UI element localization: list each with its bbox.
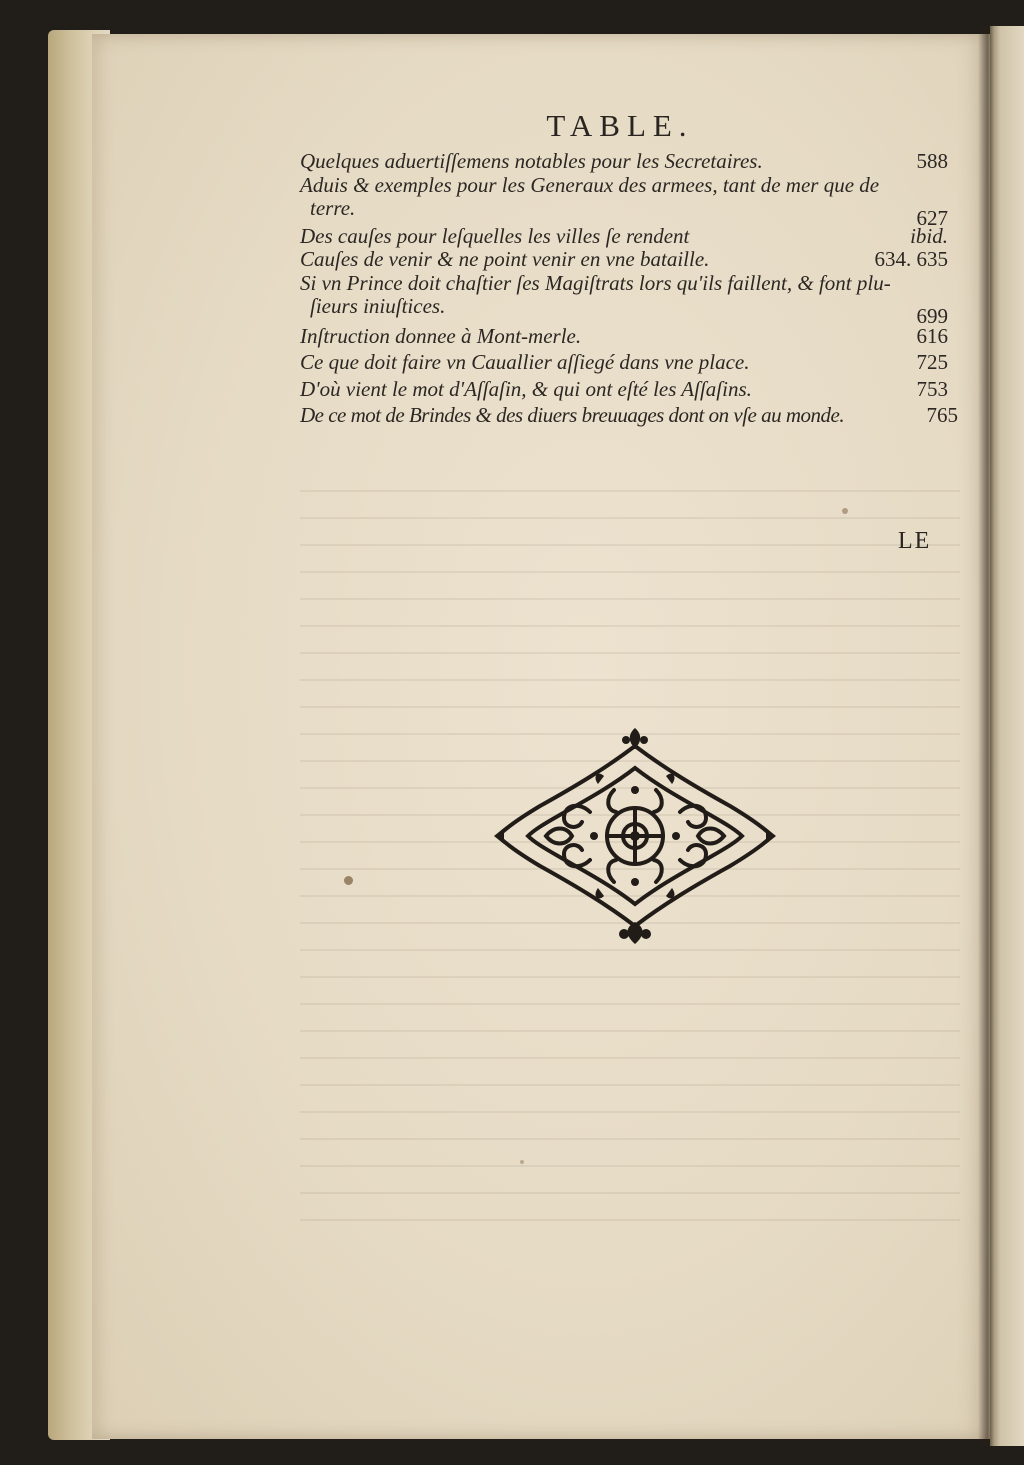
paper-stain: [842, 508, 848, 514]
entry-page-number: 725: [916, 350, 948, 374]
entry-text: Ce que doit faire vn Cauallier aſſiegé dans vne place.: [300, 350, 750, 374]
table-entry: [300, 378, 952, 402]
entry-page-number: 753: [916, 376, 948, 401]
entry-text: De ce mot de Brindes & des diuers breuuages dont on vſe au monde.: [300, 403, 845, 427]
paper-stain: [344, 876, 353, 885]
paper-stain: [520, 1160, 524, 1164]
entry-text: Des cauſes pour leſquelles les villes ſe rendent: [300, 223, 690, 248]
table-entry: [300, 225, 952, 249]
entry-page-number: 627: [916, 206, 948, 230]
entry-text: Si vn Prince doit chaſtier ſes Magiſtrats lors qu'ils faillent, & font plu-: [300, 270, 891, 295]
entry-page-number: 765: [926, 403, 958, 427]
table-entry: [300, 325, 952, 349]
table-entry: [300, 150, 952, 174]
table-entries: [300, 149, 958, 428]
table-entry-continuation: [300, 294, 952, 328]
table-entry: [300, 351, 952, 375]
table-entry: [300, 403, 958, 428]
catchword: LE: [898, 528, 932, 554]
entry-page-number: 634. 635: [874, 247, 948, 271]
table-entry: [300, 174, 952, 198]
table-entry: [300, 272, 952, 296]
entry-text: Cauſes de venir & ne point venir en vne bataille.: [300, 247, 710, 271]
gutter-shadow: [978, 26, 994, 1446]
table-entry: [300, 248, 952, 272]
entry-text: Aduis & exemples pour les Generaux des armees, tant de mer que de: [300, 172, 880, 197]
entry-text: ſieurs iniuſtices.: [310, 294, 446, 318]
entry-page-number: ibid.: [910, 223, 948, 248]
entry-page-number: 699: [916, 304, 948, 328]
table-entry-continuation: [300, 196, 952, 230]
running-title: TABLE.: [546, 108, 694, 143]
entry-page-number: 616: [916, 323, 948, 348]
entry-text: Inſtruction donnee à Mont-merle.: [300, 323, 582, 348]
entry-page-number: 588: [916, 149, 948, 173]
entry-text: Quelques aduertiſſemens notables pour les Secretaires.: [300, 149, 763, 173]
entry-text: D'où vient le mot d'Aſſaſin, & qui ont eſté les Aſſaſins.: [300, 376, 752, 401]
fleuron-ornament-icon: [494, 728, 776, 944]
facing-page-edge: [990, 26, 1024, 1446]
entry-text: terre.: [310, 196, 356, 220]
